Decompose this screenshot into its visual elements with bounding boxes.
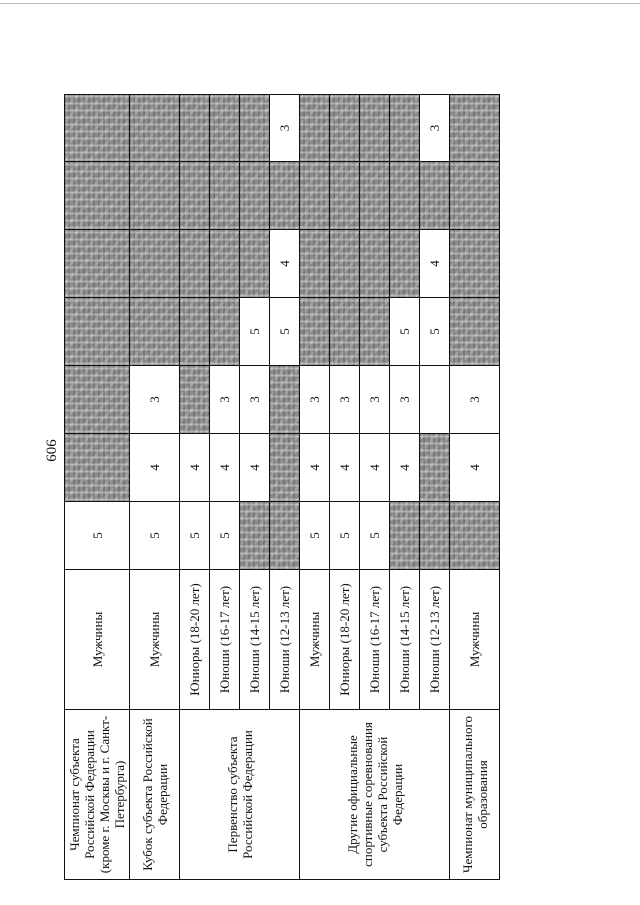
- value-cell: [65, 95, 130, 162]
- value-cell: [130, 95, 180, 162]
- value-cell: 4: [390, 434, 420, 502]
- value-cell: [330, 162, 360, 230]
- category-cell: Мужчины: [300, 570, 330, 710]
- value-cell: 4: [300, 434, 330, 502]
- category-cell: Мужчины: [130, 570, 180, 710]
- value-cell: 3: [420, 95, 450, 162]
- table-frame: [64, 95, 489, 880]
- value-cell: [65, 162, 130, 230]
- value-cell: 4: [240, 434, 270, 502]
- value-cell: 3: [360, 366, 390, 434]
- value-cell: [450, 230, 500, 298]
- value-cell: [360, 162, 390, 230]
- value-cell: 5: [270, 298, 300, 366]
- value-cell: 4: [270, 230, 300, 298]
- value-cell: [240, 502, 270, 570]
- value-cell: 4: [360, 434, 390, 502]
- value-cell: [390, 162, 420, 230]
- scan-top-edge: [0, 3, 640, 4]
- value-cell: [300, 298, 330, 366]
- value-cell: [180, 298, 210, 366]
- value-cell: [65, 366, 130, 434]
- value-cell: 5: [420, 298, 450, 366]
- value-cell: [130, 298, 180, 366]
- value-cell: 4: [180, 434, 210, 502]
- value-cell: [210, 230, 240, 298]
- value-cell: [330, 95, 360, 162]
- value-cell: 5: [390, 298, 420, 366]
- value-cell: [270, 502, 300, 570]
- table-row: [450, 95, 500, 880]
- value-cell: [390, 230, 420, 298]
- value-cell: 3: [450, 366, 500, 434]
- category-cell: Юноши (14-15 лет): [390, 570, 420, 710]
- category-cell: Юноши (12-13 лет): [420, 570, 450, 710]
- value-cell: [420, 502, 450, 570]
- value-cell: [360, 230, 390, 298]
- value-cell: [180, 366, 210, 434]
- value-cell: 4: [420, 230, 450, 298]
- value-cell: [330, 230, 360, 298]
- value-cell: [210, 298, 240, 366]
- value-cell: [180, 230, 210, 298]
- value-cell: [180, 95, 210, 162]
- value-cell: 5: [360, 502, 390, 570]
- value-cell: [240, 230, 270, 298]
- value-cell: [390, 95, 420, 162]
- category-cell: Юноши (16-17 лет): [210, 570, 240, 710]
- value-cell: 3: [240, 366, 270, 434]
- value-cell: 3: [390, 366, 420, 434]
- value-cell: [65, 298, 130, 366]
- value-cell: [240, 162, 270, 230]
- category-cell: Мужчины: [65, 570, 130, 710]
- value-cell: 5: [240, 298, 270, 366]
- event-cell: Первенство субъекта Российской Федерации: [180, 710, 300, 880]
- value-cell: [420, 366, 450, 434]
- value-cell: 3: [300, 366, 330, 434]
- value-cell: 5: [300, 502, 330, 570]
- value-cell: [65, 230, 130, 298]
- value-cell: [450, 162, 500, 230]
- value-cell: 5: [330, 502, 360, 570]
- category-cell: Юниоры (18-20 лет): [180, 570, 210, 710]
- value-cell: [420, 434, 450, 502]
- category-cell: Юноши (12-13 лет): [270, 570, 300, 710]
- value-cell: 4: [330, 434, 360, 502]
- value-cell: [130, 162, 180, 230]
- value-cell: [270, 434, 300, 502]
- value-cell: [300, 230, 330, 298]
- value-cell: [450, 298, 500, 366]
- value-cell: 3: [270, 95, 300, 162]
- event-cell: Чемпионат субъекта Российской Федерации (кроме г. Москвы и г. Санкт-Петербурга): [65, 710, 130, 880]
- value-cell: [210, 162, 240, 230]
- value-cell: [270, 162, 300, 230]
- category-cell: Юноши (16-17 лет): [360, 570, 390, 710]
- event-cell: Кубок субъекта Российской Федерации: [130, 710, 180, 880]
- value-cell: [420, 162, 450, 230]
- ranking-table: [64, 94, 500, 880]
- value-cell: 4: [450, 434, 500, 502]
- category-cell: Мужчины: [450, 570, 500, 710]
- value-cell: [130, 230, 180, 298]
- value-cell: 4: [210, 434, 240, 502]
- value-cell: 4: [130, 434, 180, 502]
- value-cell: [65, 434, 130, 502]
- value-cell: [330, 298, 360, 366]
- value-cell: 3: [210, 366, 240, 434]
- value-cell: 5: [130, 502, 180, 570]
- value-cell: [210, 95, 240, 162]
- table-row: [130, 95, 180, 880]
- value-cell: [180, 162, 210, 230]
- value-cell: [450, 502, 500, 570]
- value-cell: [360, 95, 390, 162]
- value-cell: [390, 502, 420, 570]
- table-row: [180, 95, 210, 880]
- value-cell: 5: [65, 502, 130, 570]
- value-cell: 5: [180, 502, 210, 570]
- value-cell: [240, 95, 270, 162]
- category-cell: Юноши (14-15 лет): [240, 570, 270, 710]
- value-cell: [450, 95, 500, 162]
- page-number: 909: [42, 439, 59, 462]
- value-cell: 3: [330, 366, 360, 434]
- value-cell: 3: [130, 366, 180, 434]
- value-cell: 5: [210, 502, 240, 570]
- event-cell: Другие официальные спортивные соревнования субъекта Российской Федерации: [300, 710, 450, 880]
- value-cell: [300, 95, 330, 162]
- value-cell: [360, 298, 390, 366]
- event-cell: Чемпионат муниципального образования: [450, 710, 500, 880]
- table-row: [65, 95, 130, 880]
- table-row: [300, 95, 330, 880]
- value-cell: [300, 162, 330, 230]
- category-cell: Юниоры (18-20 лет): [330, 570, 360, 710]
- value-cell: [270, 366, 300, 434]
